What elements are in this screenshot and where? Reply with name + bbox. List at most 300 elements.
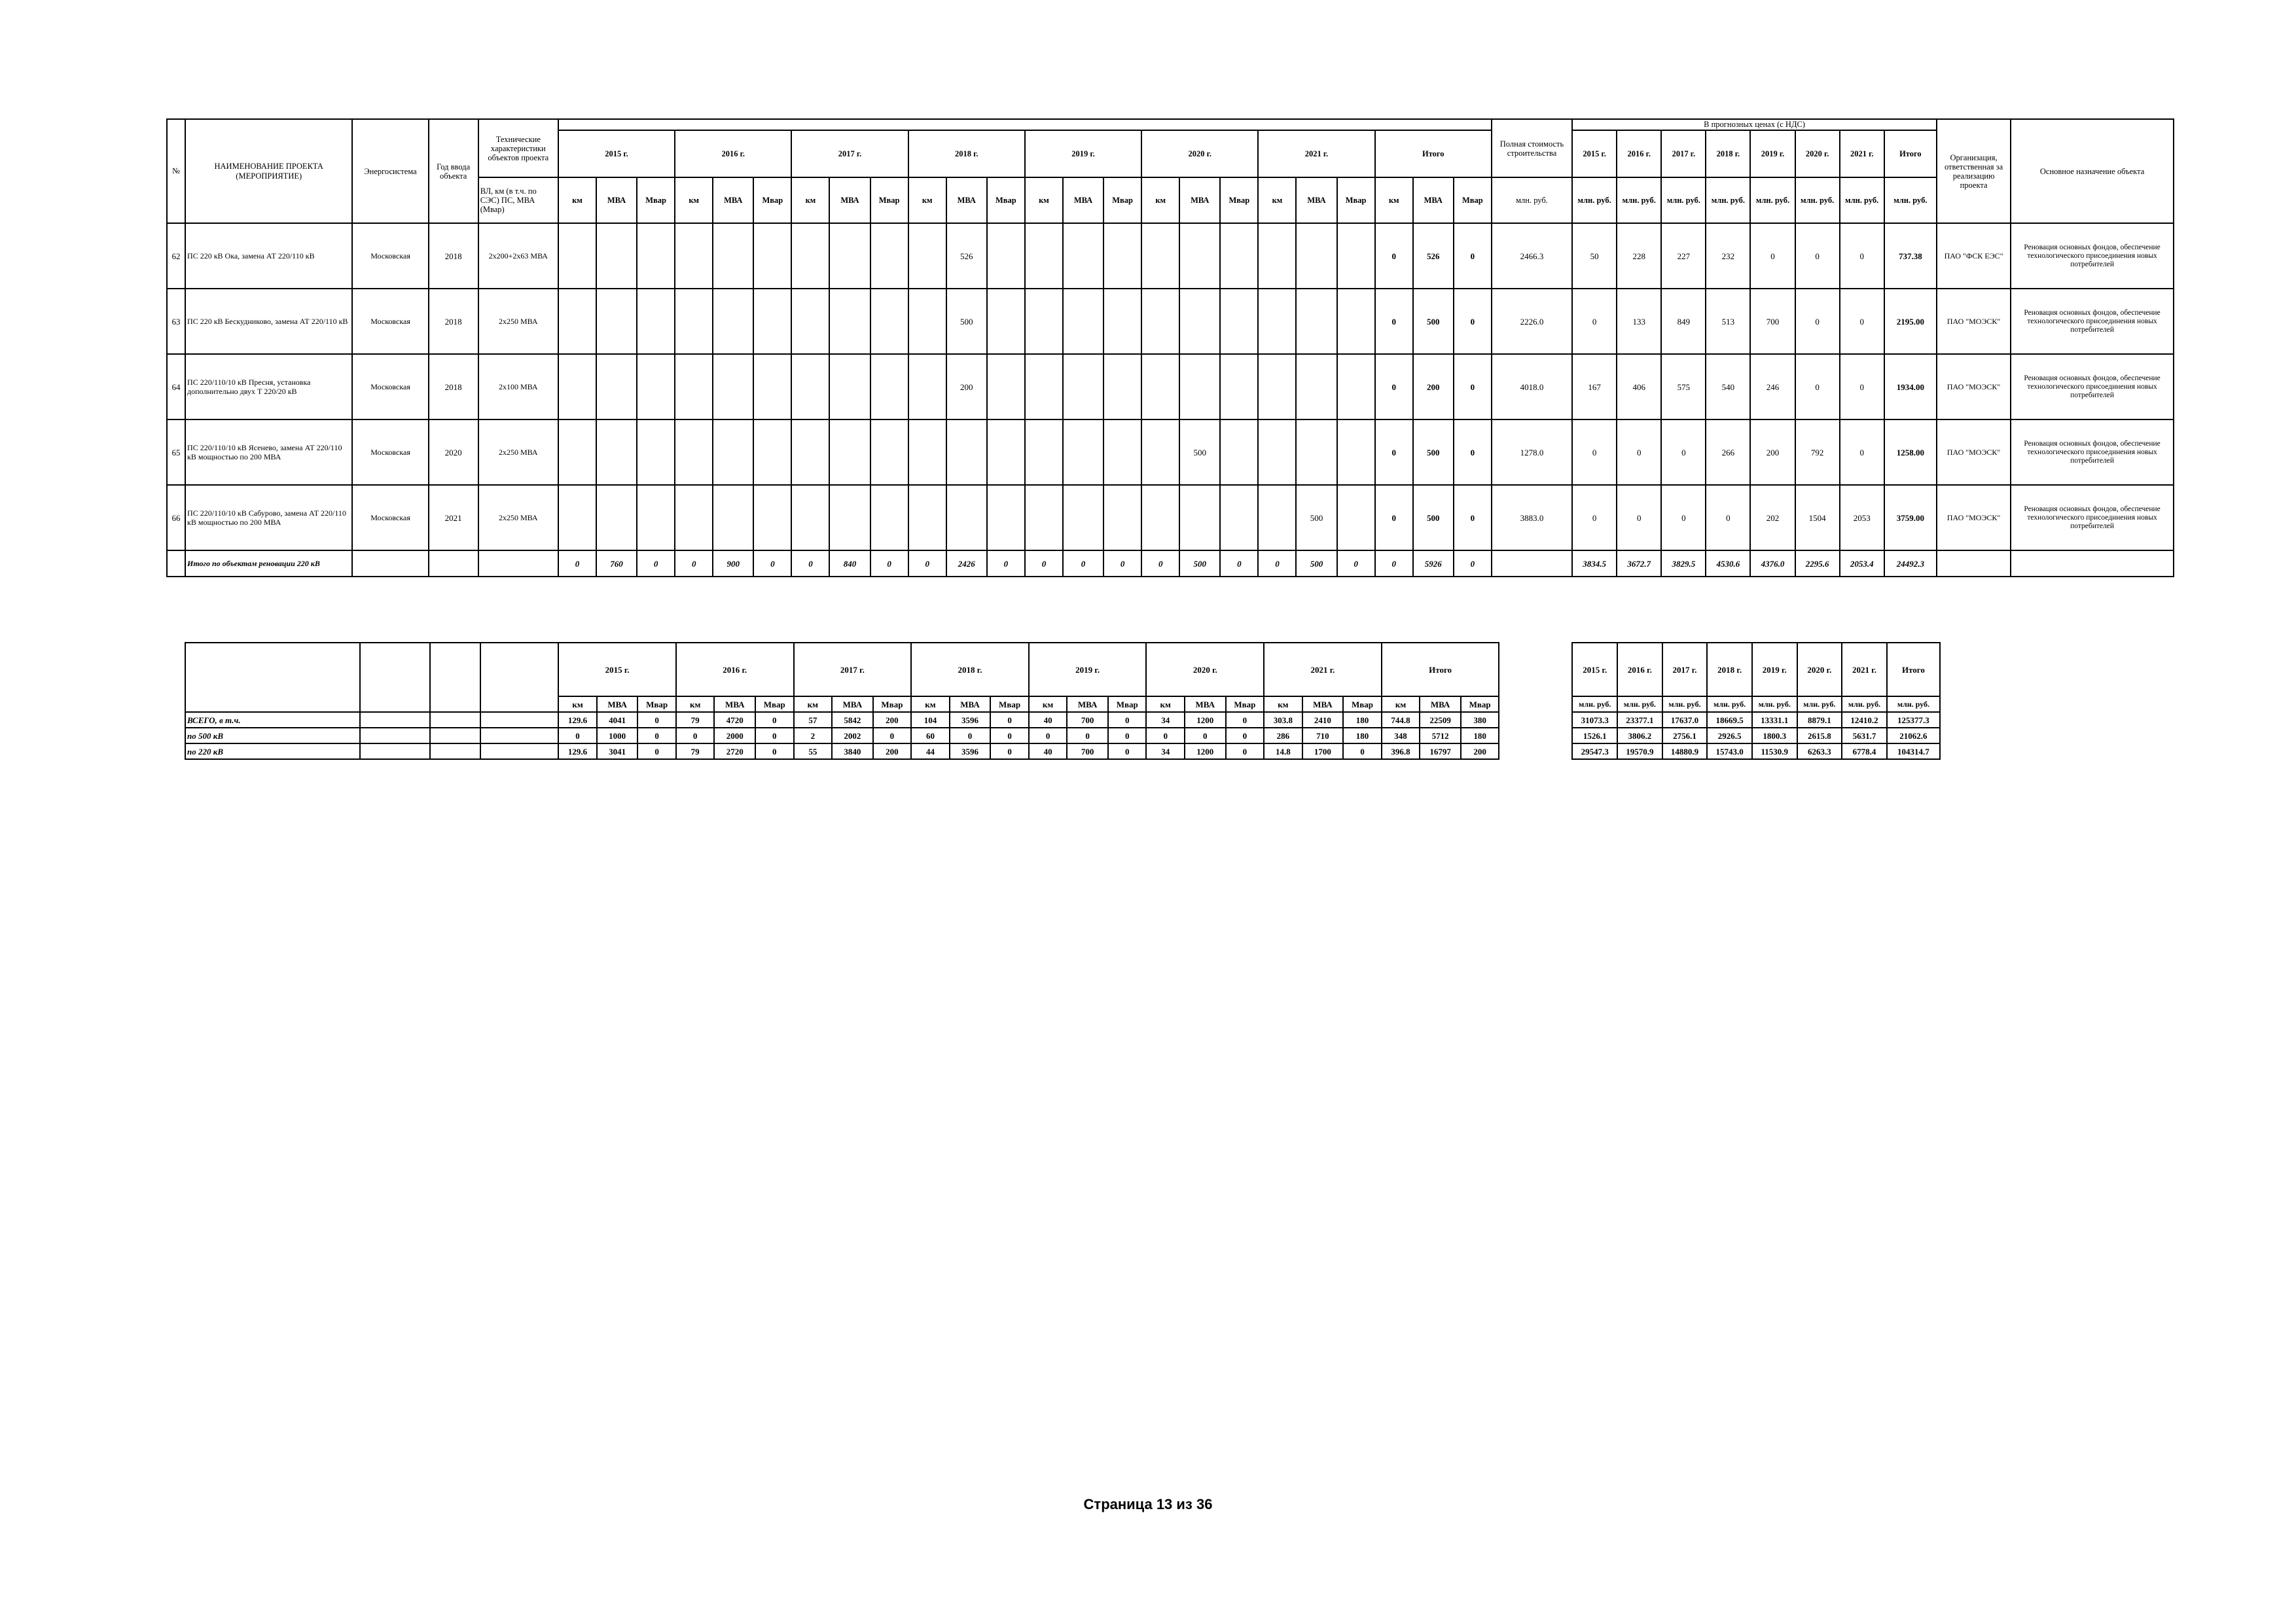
row-value <box>791 419 829 485</box>
summary-value: 396.8 <box>1382 743 1420 759</box>
summary-value: 0 <box>1067 728 1108 743</box>
subtotal-value: 840 <box>829 550 870 577</box>
summary-value: 60 <box>911 728 950 743</box>
header-purpose: Основное назначение объекта <box>2011 119 2174 223</box>
header-year: 2019 г. <box>1025 130 1141 177</box>
row-fin-value: 232 <box>1706 223 1750 289</box>
header-year: 2017 г. <box>791 130 908 177</box>
row-project-name: ПС 220 кВ Ока, замена АТ 220/110 кВ <box>185 223 352 289</box>
row-value <box>987 419 1025 485</box>
header-fin-year: 2015 г. <box>1572 130 1617 177</box>
row-value <box>596 419 637 485</box>
row-fin-value: 50 <box>1572 223 1617 289</box>
summary-row <box>185 728 1940 743</box>
unit-km: км <box>1025 177 1063 223</box>
row-value <box>908 354 946 419</box>
unit-km: км <box>908 177 946 223</box>
header-fin-year: 2020 г. <box>1795 130 1840 177</box>
cell-empty <box>430 728 480 743</box>
summary-header-fin-year: 2018 г. <box>1707 643 1752 696</box>
row-fin-value: 0 <box>1840 223 1884 289</box>
cell-empty <box>167 550 185 577</box>
summary-fin-value: 8879.1 <box>1797 712 1842 728</box>
row-fin-value: 0 <box>1840 354 1884 419</box>
table-row <box>167 223 2174 289</box>
unit-mva: МВА <box>596 177 637 223</box>
unit-mva: МВА <box>714 696 755 712</box>
row-purpose: Реновация основных фондов, обеспечение технологического присоединения новых потребителей <box>2011 223 2174 289</box>
unit-mva: МВА <box>1420 696 1461 712</box>
summary-value: 2720 <box>714 743 755 759</box>
row-year: 2018 <box>429 354 478 419</box>
cell-empty <box>2011 550 2174 577</box>
unit-mvar: Мвар <box>755 696 794 712</box>
row-value <box>713 485 753 550</box>
row-value <box>791 223 829 289</box>
row-fin-value: 0 <box>1661 419 1706 485</box>
row-fin-value: 1934.00 <box>1884 354 1937 419</box>
row-num: 65 <box>167 419 185 485</box>
summary-value: 0 <box>1108 743 1147 759</box>
unit-mln: млн. руб. <box>1662 696 1708 712</box>
subtotal-value: 0 <box>558 550 596 577</box>
unit-mln: млн. руб. <box>1661 177 1706 223</box>
summary-fin-value: 2926.5 <box>1707 728 1752 743</box>
unit-mvar: Мвар <box>1454 177 1492 223</box>
row-value <box>870 419 908 485</box>
summary-value: 5712 <box>1420 728 1461 743</box>
summary-fin-value: 6263.3 <box>1797 743 1842 759</box>
subtotal-value: 0 <box>1141 550 1179 577</box>
row-project-name: ПС 220/110/10 кВ Сабурово, замена АТ 220/110 кВ мощностью по 200 МВА <box>185 485 352 550</box>
unit-mva: МВА <box>1302 696 1344 712</box>
row-value <box>1337 485 1375 550</box>
cell-empty <box>352 550 428 577</box>
header-total: Итого <box>1375 130 1492 177</box>
row-value <box>1296 289 1336 354</box>
row-full-cost: 2226.0 <box>1492 289 1572 354</box>
row-energy-system: Московская <box>352 354 428 419</box>
summary-value: 180 <box>1343 728 1382 743</box>
summary-value: 286 <box>1264 728 1302 743</box>
row-value <box>1063 223 1103 289</box>
row-value: 0 <box>1454 354 1492 419</box>
row-value <box>791 485 829 550</box>
summary-value: 3840 <box>832 743 873 759</box>
unit-mvar: Мвар <box>637 696 676 712</box>
summary-fin-value: 2615.8 <box>1797 728 1842 743</box>
subtotal-fin-value: 24492.3 <box>1884 550 1937 577</box>
row-value <box>908 419 946 485</box>
summary-value: 303.8 <box>1264 712 1302 728</box>
summary-value: 0 <box>950 728 991 743</box>
row-fin-value: 792 <box>1795 419 1840 485</box>
summary-value: 200 <box>1461 743 1499 759</box>
row-value <box>987 485 1025 550</box>
summary-fin-value: 12410.2 <box>1842 712 1887 728</box>
subtotal-value: 0 <box>1025 550 1063 577</box>
subtotal-value: 0 <box>1375 550 1413 577</box>
unit-mvar: Мвар <box>1343 696 1382 712</box>
row-fin-value: 202 <box>1750 485 1795 550</box>
row-value <box>1103 485 1141 550</box>
unit-mvar: Мвар <box>1103 177 1141 223</box>
row-value <box>637 223 675 289</box>
summary-fin-value: 19570.9 <box>1617 743 1662 759</box>
row-value <box>1220 223 1258 289</box>
row-fin-value: 0 <box>1750 223 1795 289</box>
row-value <box>1296 419 1336 485</box>
subtotal-value: 760 <box>596 550 637 577</box>
header-year: 2018 г. <box>908 130 1025 177</box>
summary-value: 16797 <box>1420 743 1461 759</box>
subtotal-value: 500 <box>1296 550 1336 577</box>
row-value <box>713 289 753 354</box>
unit-km: км <box>1382 696 1420 712</box>
subtotal-fin-value: 3672.7 <box>1617 550 1661 577</box>
row-fin-value: 0 <box>1795 289 1840 354</box>
summary-value: 129.6 <box>558 712 597 728</box>
row-value <box>558 354 596 419</box>
summary-row <box>185 712 1940 728</box>
subtotal-value: 0 <box>1103 550 1141 577</box>
unit-mva: МВА <box>1185 696 1226 712</box>
summary-value: 0 <box>990 728 1029 743</box>
subtotal-fin-value: 3834.5 <box>1572 550 1617 577</box>
unit-km: км <box>558 177 596 223</box>
summary-value: 0 <box>637 743 676 759</box>
row-fin-value: 540 <box>1706 354 1750 419</box>
summary-value: 1700 <box>1302 743 1344 759</box>
summary-table <box>185 642 1941 760</box>
unit-mvar: Мвар <box>1337 177 1375 223</box>
row-value: 0 <box>1454 419 1492 485</box>
summary-value: 2002 <box>832 728 873 743</box>
summary-fin-value: 6778.4 <box>1842 743 1887 759</box>
summary-header-year: 2016 г. <box>676 643 794 696</box>
row-value <box>596 485 637 550</box>
row-value <box>558 419 596 485</box>
summary-value: 348 <box>1382 728 1420 743</box>
cell-empty <box>478 550 558 577</box>
summary-value: 710 <box>1302 728 1344 743</box>
cell-empty <box>430 712 480 728</box>
row-value <box>713 419 753 485</box>
subtotal-value: 2426 <box>946 550 987 577</box>
summary-value: 180 <box>1461 728 1499 743</box>
row-value: 0 <box>1375 354 1413 419</box>
row-value <box>558 223 596 289</box>
summary-label: по 220 кВ <box>185 743 360 759</box>
summary-value: 0 <box>1226 712 1265 728</box>
subtotal-value: 0 <box>1258 550 1296 577</box>
summary-header-fin-year: 2015 г. <box>1572 643 1617 696</box>
unit-mvar: Мвар <box>753 177 791 223</box>
row-tech: 2х250 МВА <box>478 419 558 485</box>
row-fin-value: 0 <box>1840 289 1884 354</box>
header-num: № <box>167 119 185 223</box>
unit-mva: МВА <box>1296 177 1336 223</box>
row-value: 500 <box>1413 419 1454 485</box>
row-fin-value: 246 <box>1750 354 1795 419</box>
row-value <box>1337 223 1375 289</box>
row-value: 0 <box>1454 289 1492 354</box>
unit-mln: млн. руб. <box>1617 696 1662 712</box>
unit-mva: МВА <box>829 177 870 223</box>
row-value <box>753 223 791 289</box>
row-value <box>829 289 870 354</box>
summary-value: 5842 <box>832 712 873 728</box>
summary-value: 40 <box>1029 743 1067 759</box>
unit-km: км <box>1141 177 1179 223</box>
cell-empty <box>480 643 558 712</box>
unit-mln: млн. руб. <box>1884 177 1937 223</box>
row-value <box>1141 289 1179 354</box>
row-value: 0 <box>1375 289 1413 354</box>
row-fin-value: 167 <box>1572 354 1617 419</box>
row-value <box>1258 223 1296 289</box>
cell-empty <box>480 712 558 728</box>
row-value <box>675 419 713 485</box>
row-fin-value: 3759.00 <box>1884 485 1937 550</box>
row-value <box>1296 354 1336 419</box>
row-fin-value: 227 <box>1661 223 1706 289</box>
subtotal-value: 0 <box>1337 550 1375 577</box>
cell-empty <box>480 728 558 743</box>
row-fin-value: 133 <box>1617 289 1661 354</box>
row-value <box>870 485 908 550</box>
summary-value: 200 <box>873 712 912 728</box>
summary-value: 0 <box>637 712 676 728</box>
unit-mln: млн. руб. <box>1795 177 1840 223</box>
summary-value: 0 <box>558 728 597 743</box>
summary-fin-value: 29547.3 <box>1572 743 1617 759</box>
row-value <box>1103 289 1141 354</box>
row-value: 500 <box>946 289 987 354</box>
row-value <box>1063 289 1103 354</box>
unit-km: км <box>1375 177 1413 223</box>
cell-empty <box>430 643 480 712</box>
summary-value: 0 <box>755 743 794 759</box>
subtotal-value: 500 <box>1179 550 1220 577</box>
row-value <box>1220 289 1258 354</box>
unit-mln: млн. руб. <box>1707 696 1752 712</box>
unit-mva: МВА <box>950 696 991 712</box>
summary-fin-value: 21062.6 <box>1887 728 1940 743</box>
subtotal-value: 0 <box>675 550 713 577</box>
row-organization: ПАО "МОЭСК" <box>1937 485 2011 550</box>
subtotal-fin-value: 4530.6 <box>1706 550 1750 577</box>
summary-fin-value: 5631.7 <box>1842 728 1887 743</box>
header-year: 2015 г. <box>558 130 675 177</box>
unit-mln: млн. руб. <box>1840 177 1884 223</box>
row-fin-value: 1258.00 <box>1884 419 1937 485</box>
row-value: 0 <box>1375 419 1413 485</box>
summary-header-fin-year: 2020 г. <box>1797 643 1842 696</box>
row-value <box>1103 419 1141 485</box>
header-fin-year: 2021 г. <box>1840 130 1884 177</box>
row-organization: ПАО "МОЭСК" <box>1937 289 2011 354</box>
row-value <box>829 419 870 485</box>
header-fin-year: 2018 г. <box>1706 130 1750 177</box>
row-value: 500 <box>1413 289 1454 354</box>
header-fin-year: 2017 г. <box>1661 130 1706 177</box>
header-blank <box>558 119 1492 130</box>
row-organization: ПАО "МОЭСК" <box>1937 419 2011 485</box>
cell-empty <box>360 643 430 712</box>
row-energy-system: Московская <box>352 419 428 485</box>
summary-value: 79 <box>676 743 715 759</box>
row-value <box>713 223 753 289</box>
row-value <box>558 485 596 550</box>
unit-mva: МВА <box>1413 177 1454 223</box>
row-fin-value: 0 <box>1795 354 1840 419</box>
unit-mvar: Мвар <box>873 696 912 712</box>
unit-mva: МВА <box>1063 177 1103 223</box>
subtotal-value: 0 <box>987 550 1025 577</box>
row-value <box>870 223 908 289</box>
unit-km: км <box>1264 696 1302 712</box>
row-value <box>675 223 713 289</box>
row-value <box>1063 354 1103 419</box>
row-value: 200 <box>1413 354 1454 419</box>
row-value: 0 <box>1375 223 1413 289</box>
summary-header-total: Итого <box>1382 643 1499 696</box>
subtotal-value: 0 <box>637 550 675 577</box>
row-value <box>870 354 908 419</box>
row-value <box>1179 289 1220 354</box>
unit-mvar: Мвар <box>1108 696 1147 712</box>
cell-empty <box>360 712 430 728</box>
unit-mva: МВА <box>1067 696 1108 712</box>
summary-value: 3596 <box>950 743 991 759</box>
summary-value: 0 <box>1185 728 1226 743</box>
row-num: 64 <box>167 354 185 419</box>
row-num: 62 <box>167 223 185 289</box>
row-value <box>987 354 1025 419</box>
unit-mva: МВА <box>946 177 987 223</box>
header-tech-units: ВЛ, км (в т.ч. по СЭС) ПС, МВА (Мвар) <box>478 177 558 223</box>
summary-value: 0 <box>1108 712 1147 728</box>
row-value <box>1025 289 1063 354</box>
row-value <box>1179 223 1220 289</box>
row-fin-value: 228 <box>1617 223 1661 289</box>
row-fin-value: 2053 <box>1840 485 1884 550</box>
summary-label: по 500 кВ <box>185 728 360 743</box>
row-value <box>946 485 987 550</box>
row-project-name: ПС 220/110/10 кВ Пресня, установка дополнительно двух Т 220/20 кВ <box>185 354 352 419</box>
row-value <box>1258 289 1296 354</box>
header-tech-characteristics: Технические характеристики объектов проекта <box>478 119 558 177</box>
row-value <box>637 485 675 550</box>
summary-value: 700 <box>1067 712 1108 728</box>
unit-mln: млн. руб. <box>1492 177 1572 223</box>
summary-header-year: 2021 г. <box>1264 643 1382 696</box>
header-project-name: НАИМЕНОВАНИЕ ПРОЕКТА (МЕРОПРИЯТИЕ) <box>185 119 352 223</box>
unit-mln: млн. руб. <box>1887 696 1940 712</box>
summary-header-year: 2018 г. <box>911 643 1029 696</box>
row-energy-system: Московская <box>352 485 428 550</box>
header-year: 2020 г. <box>1141 130 1258 177</box>
row-value <box>1141 223 1179 289</box>
summary-fin-value: 23377.1 <box>1617 712 1662 728</box>
unit-mva: МВА <box>713 177 753 223</box>
row-year: 2018 <box>429 289 478 354</box>
row-value: 0 <box>1454 485 1492 550</box>
row-value <box>791 289 829 354</box>
summary-value: 1000 <box>597 728 638 743</box>
cell-empty <box>430 743 480 759</box>
summary-fin-value: 125377.3 <box>1887 712 1940 728</box>
row-value: 200 <box>946 354 987 419</box>
row-value <box>675 354 713 419</box>
summary-value: 1200 <box>1185 712 1226 728</box>
row-value: 500 <box>1413 485 1454 550</box>
row-fin-value: 575 <box>1661 354 1706 419</box>
header-commissioning-year: Год ввода объекта <box>429 119 478 223</box>
row-value <box>829 485 870 550</box>
row-value <box>908 485 946 550</box>
summary-value: 104 <box>911 712 950 728</box>
unit-km: км <box>1258 177 1296 223</box>
summary-value: 0 <box>1029 728 1067 743</box>
row-value <box>829 354 870 419</box>
row-full-cost: 2466.3 <box>1492 223 1572 289</box>
table-row <box>167 354 2174 419</box>
row-value <box>596 223 637 289</box>
summary-value: 0 <box>990 712 1029 728</box>
row-year: 2020 <box>429 419 478 485</box>
row-value <box>753 289 791 354</box>
row-value <box>1337 354 1375 419</box>
unit-mvar: Мвар <box>987 177 1025 223</box>
summary-value: 22509 <box>1420 712 1461 728</box>
summary-value: 1200 <box>1185 743 1226 759</box>
row-value <box>829 223 870 289</box>
page-number: Страница 13 из 36 <box>1083 1496 1213 1512</box>
header-organization: Организация, ответственная за реализацию проекта <box>1937 119 2011 223</box>
cell-empty <box>185 643 360 712</box>
row-value <box>1296 223 1336 289</box>
summary-fin-value: 13331.1 <box>1752 712 1797 728</box>
summary-value: 200 <box>873 743 912 759</box>
summary-header-year: 2015 г. <box>558 643 676 696</box>
summary-fin-value: 14880.9 <box>1662 743 1708 759</box>
summary-value: 34 <box>1146 712 1185 728</box>
summary-value: 0 <box>755 728 794 743</box>
unit-mva: МВА <box>1179 177 1220 223</box>
row-value <box>1063 485 1103 550</box>
summary-value: 0 <box>990 743 1029 759</box>
row-purpose: Реновация основных фондов, обеспечение технологического присоединения новых потребителей <box>2011 485 2174 550</box>
row-num: 63 <box>167 289 185 354</box>
row-value: 526 <box>1413 223 1454 289</box>
cell-empty <box>1492 550 1572 577</box>
summary-value: 55 <box>794 743 833 759</box>
summary-header-fin-year: 2021 г. <box>1842 643 1887 696</box>
subtotal-value: 5926 <box>1413 550 1454 577</box>
row-full-cost: 4018.0 <box>1492 354 1572 419</box>
summary-fin-value: 104314.7 <box>1887 743 1940 759</box>
unit-mln: млн. руб. <box>1752 696 1797 712</box>
summary-header-fin-year: Итого <box>1887 643 1940 696</box>
row-value <box>1179 485 1220 550</box>
summary-value: 0 <box>1343 743 1382 759</box>
summary-header-year: 2017 г. <box>794 643 912 696</box>
summary-row <box>185 743 1940 759</box>
row-fin-value: 200 <box>1750 419 1795 485</box>
summary-value: 2 <box>794 728 833 743</box>
